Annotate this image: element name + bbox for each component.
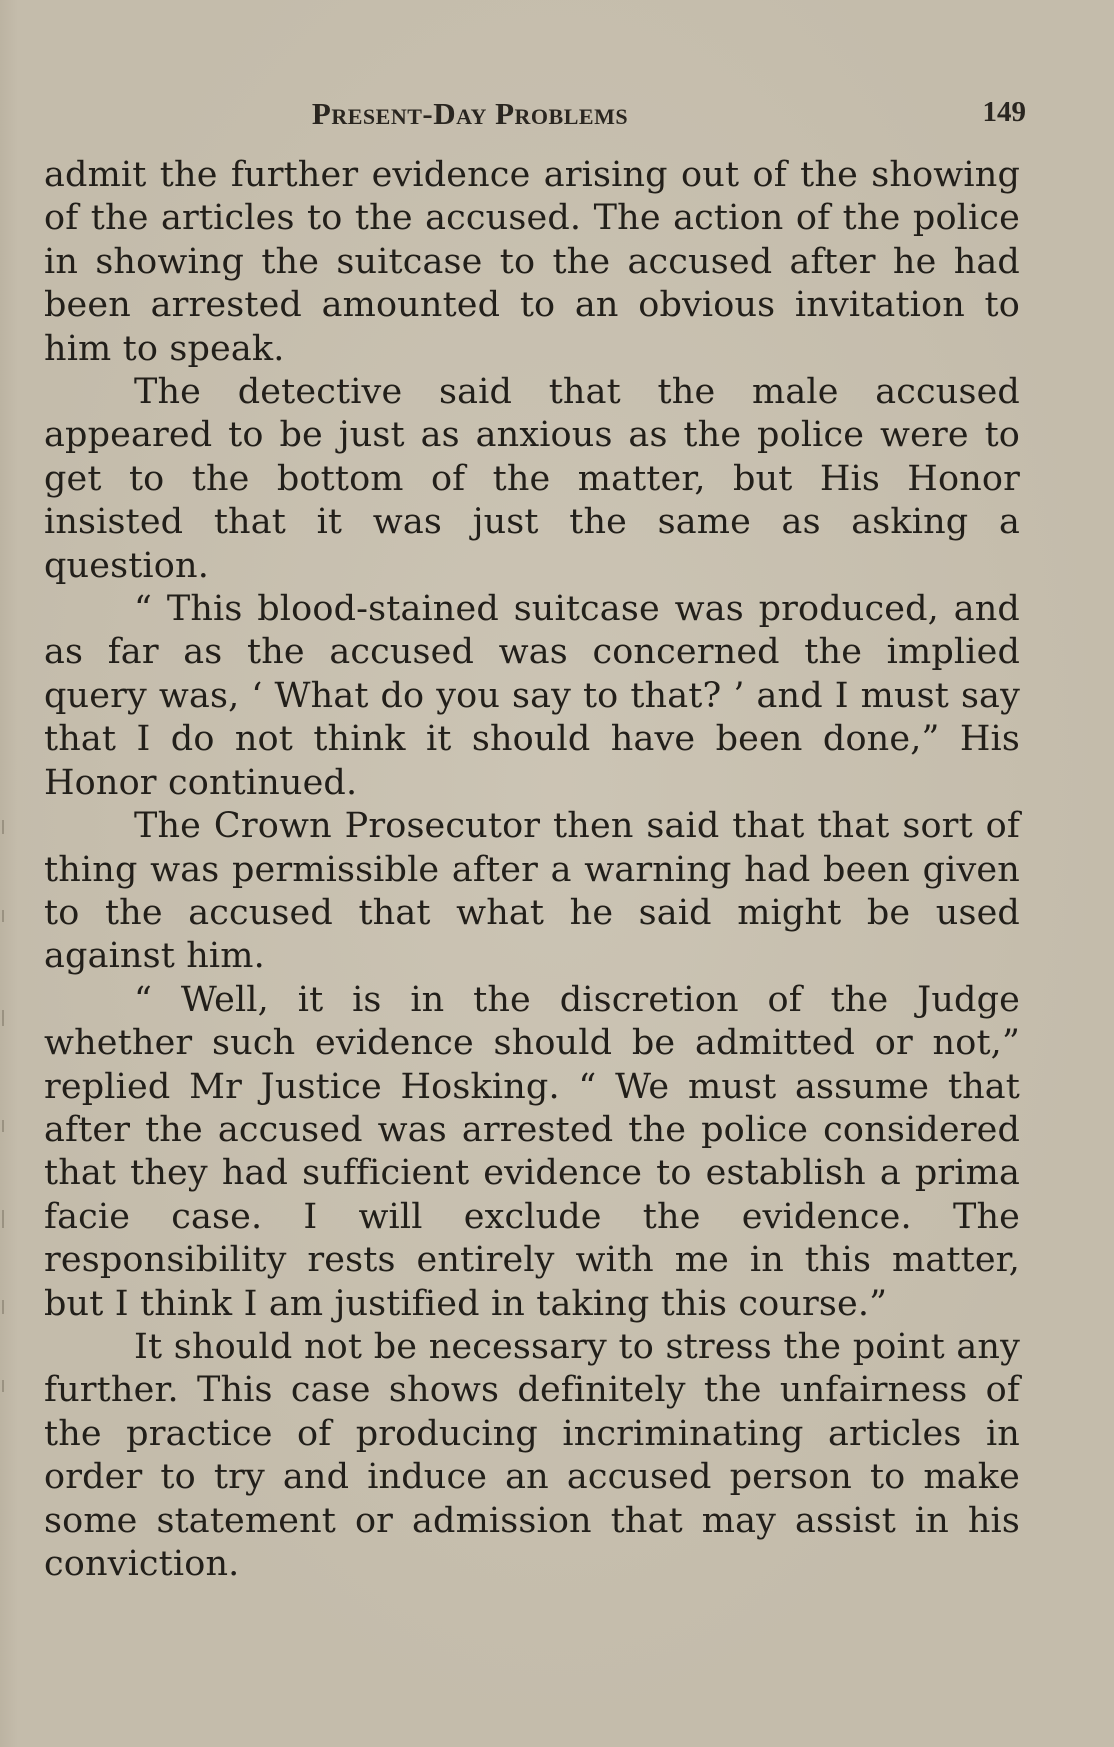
gutter-shadow xyxy=(0,780,6,1420)
page-number: 149 xyxy=(982,96,1026,128)
gutter-mark xyxy=(2,820,4,834)
paragraph: The detective said that the male accused appeared to be just as anxious as the police were to get to the bottom of the matter, but His Honor insisted that it was just the same as asking a question. xyxy=(44,372,1020,586)
paragraph-continued: admit the further evidence arising out of the showing of the articles to the accused. The action of the police in showing the suitcase to the accused after he had been arrested amounted to an obvious invitation to him to speak. xyxy=(44,155,1020,369)
gutter-mark xyxy=(2,910,4,922)
paragraph: The Crown Prosecutor then said that that sort of thing was permissible after a warning had been given to the accused that what he said might be used against him. xyxy=(44,806,1020,977)
paragraph: “ Well, it is in the discretion of the Judge whether such evidence should be admitted or not,” replied Mr Justice Hosking. “ We must assume that after the accused was arrested the police considered that they had sufficient evidence to establish a prima facie case. I will exclude the evidence. The responsibility rests entirely with me in this matter, but I think I am justified in taking this course.” xyxy=(44,979,1020,1324)
running-head xyxy=(44,96,1028,136)
gutter-mark xyxy=(2,1380,4,1392)
paragraph: It should not be necessary to stress the point any further. This case shows definitely the unfairness of the practice of producing incriminating articles in order to try and induce an accused person to make some statement or admission that may assist in his conviction. xyxy=(44,1326,1020,1584)
body-text xyxy=(44,154,1020,1586)
gutter-mark xyxy=(2,1010,4,1026)
gutter-mark xyxy=(2,1300,4,1314)
gutter-mark xyxy=(2,1120,4,1132)
paragraph: “ This blood-stained suitcase was produced, and as far as the accused was concerned the implied query was, ‘ What do you say to that? ’ and I must say that I do not think it should have been done,” His Honor continued. xyxy=(44,589,1020,803)
running-title: Present-Day Problems xyxy=(311,96,629,131)
gutter-mark xyxy=(2,1210,4,1228)
